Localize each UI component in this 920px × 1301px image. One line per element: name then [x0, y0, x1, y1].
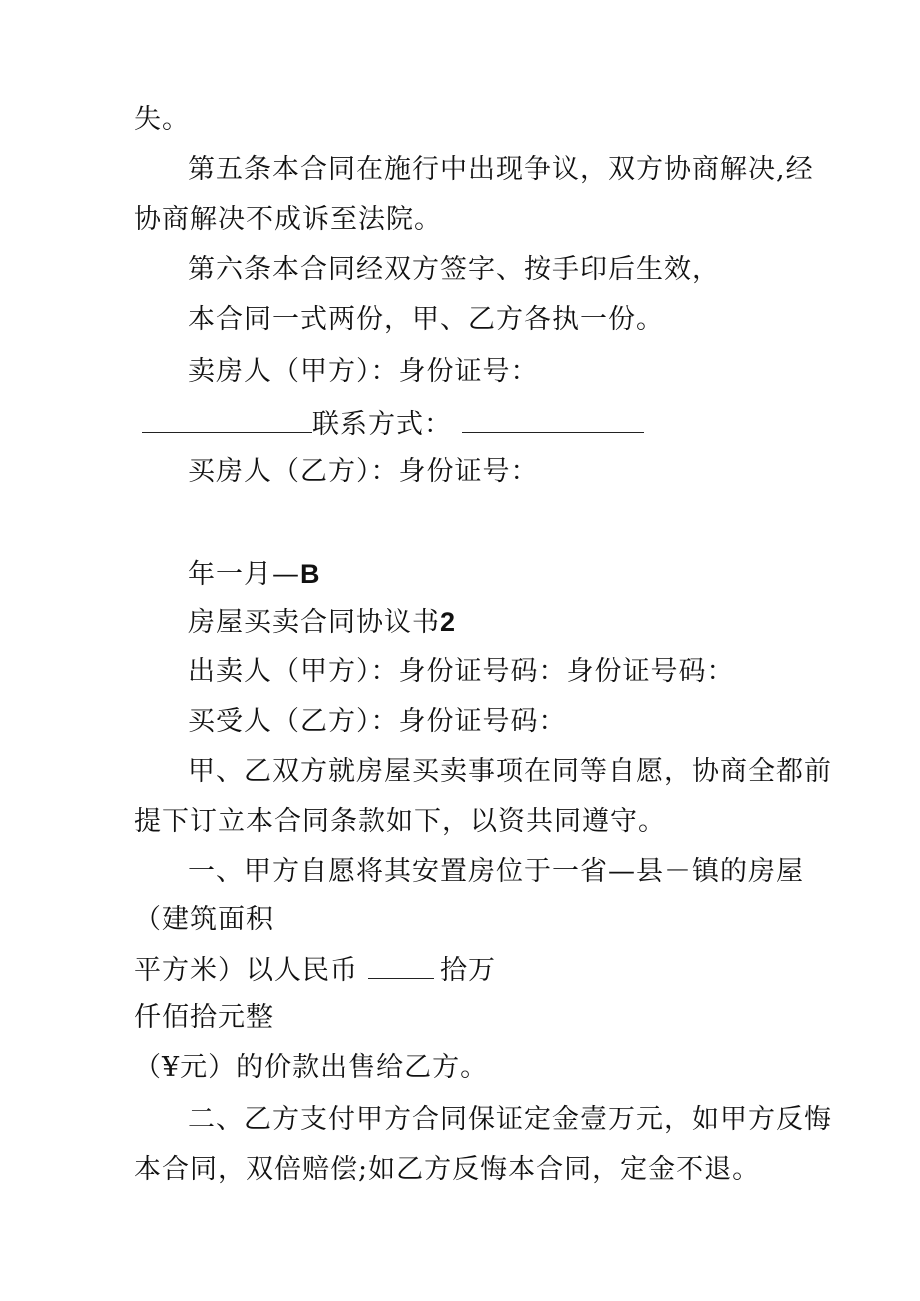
contract-title — [188, 604, 456, 641]
contract-title-text: 房屋买卖合同协议书 — [188, 607, 440, 638]
article-one-line-2: （建筑面积 — [134, 904, 274, 935]
blank-underline — [368, 952, 434, 979]
article-one-line-4: 仟佰拾元整 — [134, 1002, 274, 1033]
contact-label: 联系方式： — [312, 409, 452, 440]
clause-five-line-2: 协商解决不成诉至法院。 — [134, 204, 442, 235]
price-unit-text: 拾万 — [440, 955, 496, 986]
buyer-line: 买受人（乙方）：身份证号码： — [188, 706, 567, 737]
article-one-line-3 — [134, 952, 496, 989]
preamble-line-2: 提下订立本合同条款如下，以资共同遵守。 — [134, 806, 666, 837]
clause-six-line: 第六条本合同经双方签字、按手印后生效， — [188, 254, 720, 285]
preamble-line-1: 甲、乙双方就房屋买卖事项在同等自愿，协商全都前 — [188, 756, 832, 787]
seller-line: 出卖人（甲方）：身份证号码：身份证号码： — [188, 656, 735, 687]
article-two-line-2: 本合同，双倍赔偿;如乙方反悔本合同，定金不退。 — [134, 1154, 761, 1185]
blank-underline — [462, 406, 644, 433]
buyer-id-line: 买房人（乙方）：身份证号： — [188, 456, 539, 487]
article-one-line-1: 一、甲方自愿将其安置房位于一省—县－镇的房屋 — [188, 856, 804, 887]
blank-underline — [142, 406, 312, 433]
contract-title-number: 2 — [440, 607, 457, 637]
article-one-line-5: （¥元）的价款出售给乙方。 — [134, 1052, 489, 1083]
date-line — [188, 556, 321, 593]
date-suffix: B — [300, 559, 321, 589]
copies-line: 本合同一式两份，甲、乙方各执一份。 — [188, 304, 664, 335]
article-two-line-1: 二、乙方支付甲方合同保证定金壹万元，如甲方反悔 — [188, 1104, 832, 1135]
contact-line — [142, 406, 644, 443]
area-price-text: 平方米）以人民币 — [134, 955, 358, 986]
text-line: 失。 — [134, 104, 190, 135]
clause-five-line-1: 第五条本合同在施行中出现争议，双方协商解决,经 — [188, 154, 814, 185]
seller-id-line: 卖房人（甲方）：身份证号： — [188, 356, 539, 387]
date-text: 年一月— — [188, 559, 300, 590]
